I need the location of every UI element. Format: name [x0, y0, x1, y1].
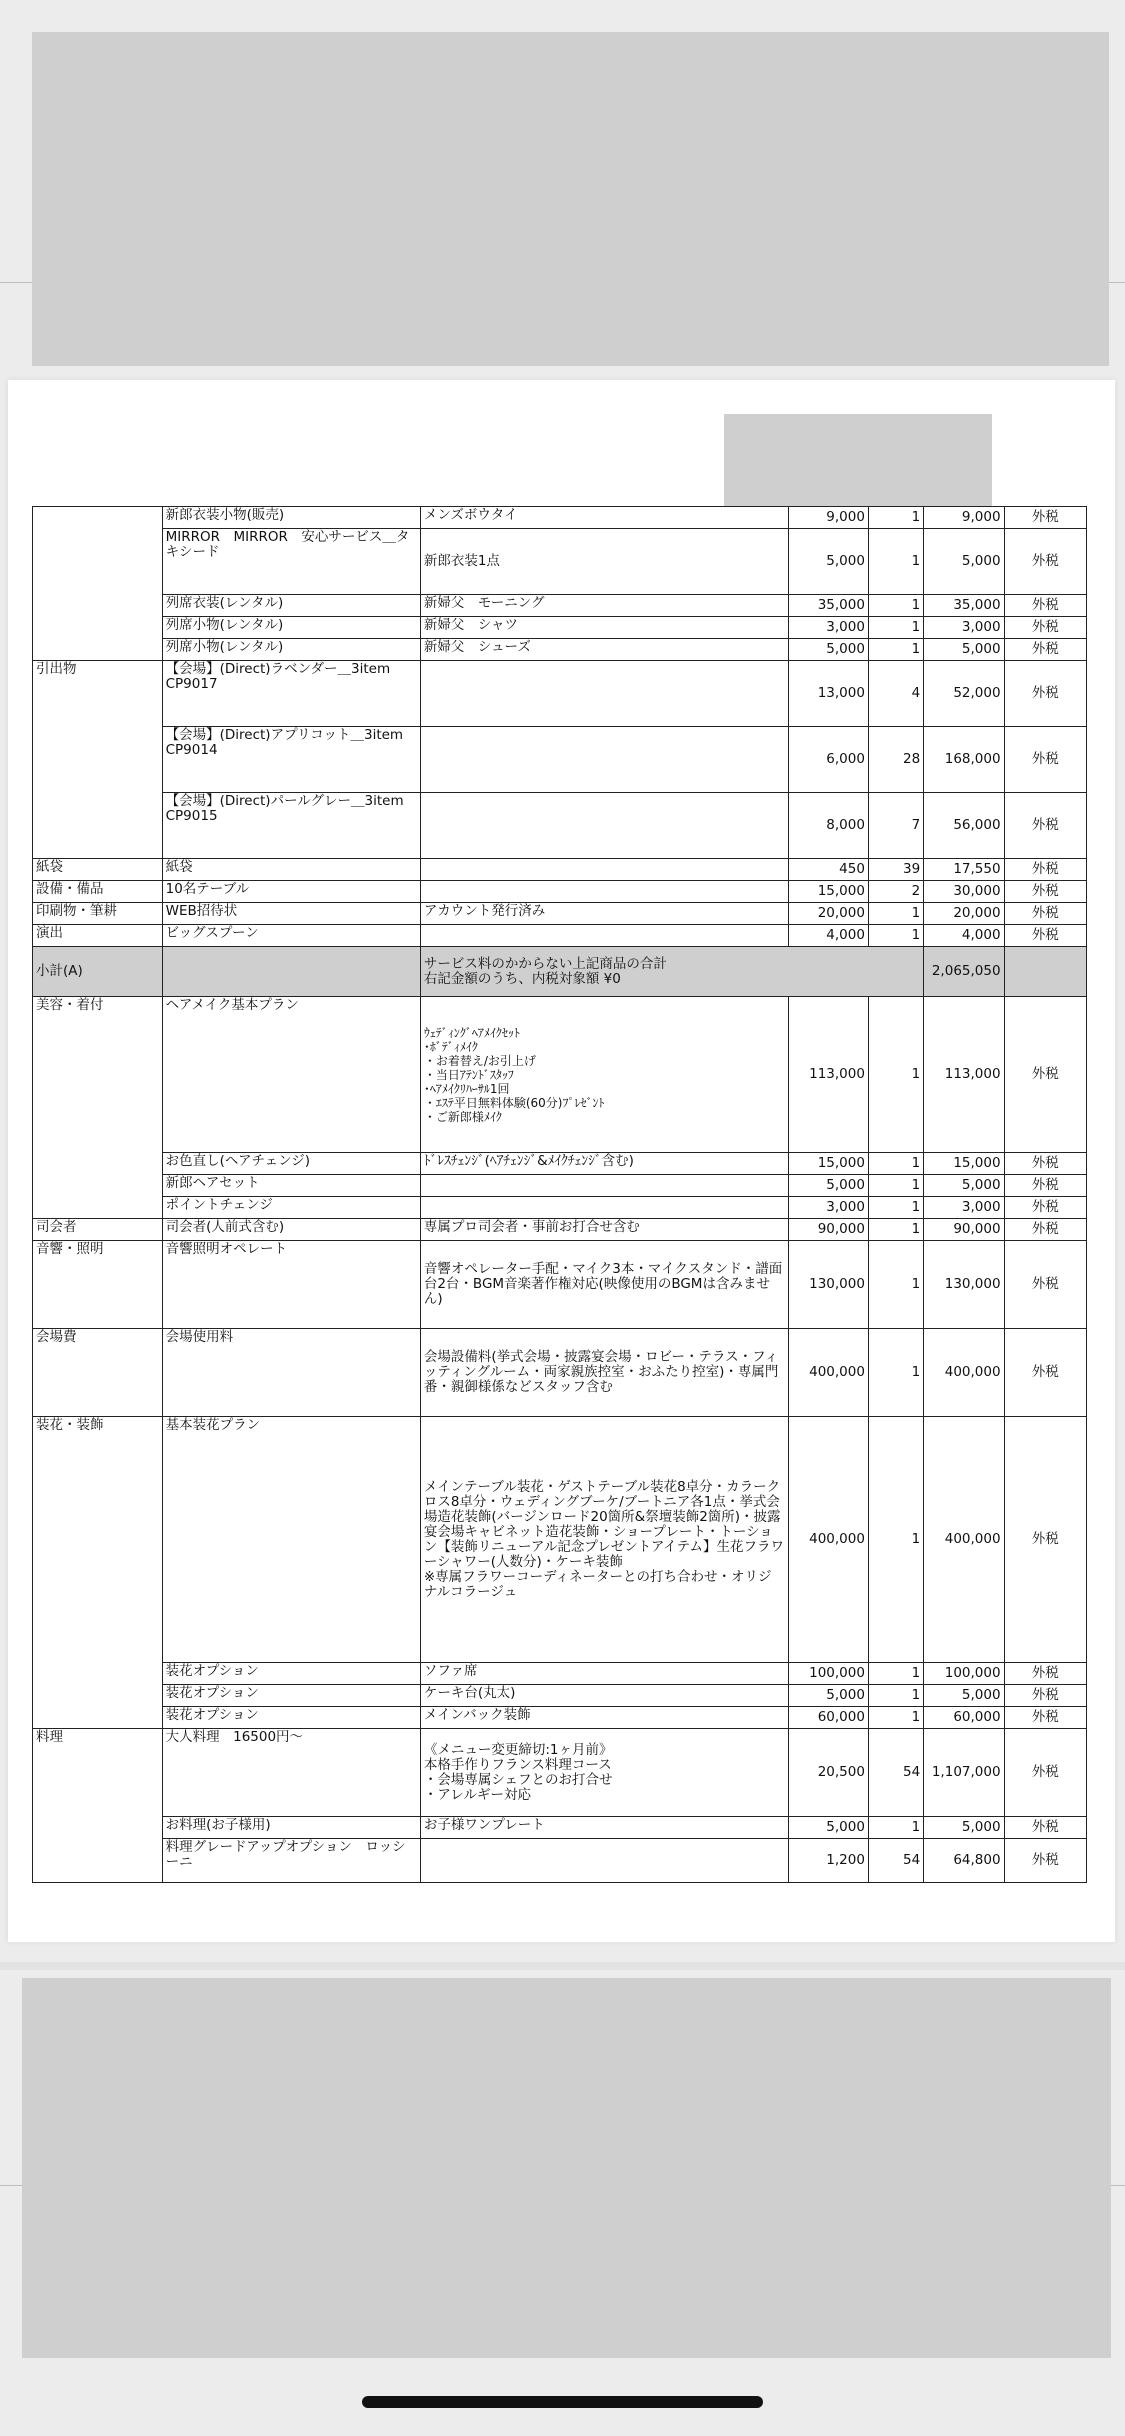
category-cell: [33, 617, 163, 639]
table-row: [33, 925, 1087, 947]
item-cell: ビッグスプーン: [162, 925, 420, 947]
quantity-cell: 1: [868, 997, 923, 1153]
table-row: [33, 1729, 1087, 1817]
amount-cell: 5,000: [924, 1817, 1004, 1839]
item-cell: WEB招待状: [162, 903, 420, 925]
amount-cell: 17,550: [924, 859, 1004, 881]
quantity-cell: 1: [868, 1663, 923, 1685]
item-cell: 司会者(人前式含む): [162, 1219, 420, 1241]
table-row: [33, 1685, 1087, 1707]
unit-price-cell: 1,200: [788, 1839, 868, 1883]
unit-price-cell: 5,000: [788, 639, 868, 661]
item-cell: 【会場】(Direct)パールグレー＿3item CP9015: [162, 793, 420, 859]
detail-cell: 新郎衣装1点: [420, 529, 788, 595]
quantity-cell: 7: [868, 793, 923, 859]
detail-cell: [420, 859, 788, 881]
amount-cell: 4,000: [924, 925, 1004, 947]
amount-cell: 5,000: [924, 1175, 1004, 1197]
unit-price-cell: 8,000: [788, 793, 868, 859]
redacted-region: [32, 32, 1109, 366]
detail-cell: ｳｪﾃﾞｨﾝｸﾞﾍｱﾒｲｸｾｯﾄ ･ﾎﾞﾃﾞｨﾒｲｸ ・お着替え/お引上げ ・当日ｱﾃﾝﾄﾞｽﾀｯﾌ ･ﾍｱﾒｲｸﾘﾊｰｻﾙ1回 ・ｴｽﾃ平日無料体験(60分)ﾌﾟﾚｾﾞﾝﾄ ・ご新郎様ﾒｲｸ: [420, 997, 788, 1153]
detail-cell: 新婦父 モーニング: [420, 595, 788, 617]
unit-price-cell: 3,000: [788, 1197, 868, 1219]
detail-cell: [420, 1197, 788, 1219]
tax-type-cell: 外税: [1004, 925, 1086, 947]
unit-price-cell: 400,000: [788, 1417, 868, 1663]
table-row: [33, 1707, 1087, 1729]
quantity-cell: 1: [868, 639, 923, 661]
category-cell: 音響・照明: [33, 1241, 163, 1329]
quantity-cell: 1: [868, 1817, 923, 1839]
category-cell: [33, 507, 163, 529]
item-cell: 音響照明オペレート: [162, 1241, 420, 1329]
category-cell: 司会者: [33, 1219, 163, 1241]
amount-cell: 400,000: [924, 1329, 1004, 1417]
detail-cell: 新婦父 シューズ: [420, 639, 788, 661]
detail-cell: [420, 727, 788, 793]
category-cell: [33, 1685, 163, 1707]
amount-cell: 64,800: [924, 1839, 1004, 1883]
subtotal-amount: 2,065,050: [924, 947, 1004, 997]
unit-price-cell: 60,000: [788, 1707, 868, 1729]
detail-cell: メンズボウタイ: [420, 507, 788, 529]
amount-cell: 113,000: [924, 997, 1004, 1153]
quantity-cell: 1: [868, 507, 923, 529]
tax-type-cell: 外税: [1004, 727, 1086, 793]
detail-cell: [420, 881, 788, 903]
table-row: [33, 1241, 1087, 1329]
unit-price-cell: 35,000: [788, 595, 868, 617]
amount-cell: 130,000: [924, 1241, 1004, 1329]
quantity-cell: 2: [868, 881, 923, 903]
amount-cell: 35,000: [924, 595, 1004, 617]
category-cell: 美容・着付: [33, 997, 163, 1153]
quantity-cell: 1: [868, 925, 923, 947]
tax-type-cell: 外税: [1004, 1685, 1086, 1707]
amount-cell: 56,000: [924, 793, 1004, 859]
table-row: [33, 1817, 1087, 1839]
unit-price-cell: 15,000: [788, 1153, 868, 1175]
quantity-cell: 1: [868, 1219, 923, 1241]
detail-cell: [420, 1175, 788, 1197]
unit-price-cell: 5,000: [788, 1817, 868, 1839]
unit-price-cell: 3,000: [788, 617, 868, 639]
item-cell: 紙袋: [162, 859, 420, 881]
tax-type-cell: 外税: [1004, 529, 1086, 595]
item-cell: 基本装花プラン: [162, 1417, 420, 1663]
table-row: [33, 639, 1087, 661]
quantity-cell: 1: [868, 1153, 923, 1175]
amount-cell: 3,000: [924, 617, 1004, 639]
quantity-cell: 1: [868, 1707, 923, 1729]
detail-cell: 会場設備料(挙式会場・披露宴会場・ロビー・テラス・フィッティングルーム・両家親族控室・おふたり控室)・専属門番・親御様係などスタッフ含む: [420, 1329, 788, 1417]
unit-price-cell: 400,000: [788, 1329, 868, 1417]
detail-cell: 新婦父 シャツ: [420, 617, 788, 639]
table-row: [33, 727, 1087, 793]
quantity-cell: 39: [868, 859, 923, 881]
tax-type-cell: 外税: [1004, 507, 1086, 529]
tax-type-cell: 外税: [1004, 793, 1086, 859]
table-row: [33, 661, 1087, 727]
page-gap: [0, 1962, 1125, 1970]
tax-type-cell: 外税: [1004, 617, 1086, 639]
unit-price-cell: 15,000: [788, 881, 868, 903]
detail-cell: [420, 661, 788, 727]
amount-cell: 400,000: [924, 1417, 1004, 1663]
subtotal-spacer: [162, 947, 420, 997]
redacted-region: [22, 1978, 1111, 2358]
unit-price-cell: 6,000: [788, 727, 868, 793]
unit-price-cell: 13,000: [788, 661, 868, 727]
subtotal-spacer: [1004, 947, 1086, 997]
quantity-cell: 1: [868, 1241, 923, 1329]
table-row: [33, 793, 1087, 859]
quantity-cell: 1: [868, 1197, 923, 1219]
detail-cell: ケーキ台(丸太): [420, 1685, 788, 1707]
quantity-cell: 1: [868, 1685, 923, 1707]
table-row: [33, 859, 1087, 881]
item-cell: 大人料理 16500円～: [162, 1729, 420, 1817]
item-cell: 装花オプション: [162, 1663, 420, 1685]
item-cell: 会場使用料: [162, 1329, 420, 1417]
category-cell: [33, 595, 163, 617]
amount-cell: 15,000: [924, 1153, 1004, 1175]
quantity-cell: 54: [868, 1839, 923, 1883]
table-row: [33, 1175, 1087, 1197]
subtotal-row: [33, 947, 1087, 997]
category-cell: 料理: [33, 1729, 163, 1817]
amount-cell: 1,107,000: [924, 1729, 1004, 1817]
category-cell: [33, 1707, 163, 1729]
tax-type-cell: 外税: [1004, 859, 1086, 881]
amount-cell: 5,000: [924, 639, 1004, 661]
tax-type-cell: 外税: [1004, 1219, 1086, 1241]
tax-type-cell: 外税: [1004, 997, 1086, 1153]
subtotal-label: 小計(A): [33, 947, 163, 997]
category-cell: [33, 1663, 163, 1685]
category-cell: [33, 1153, 163, 1175]
detail-cell: 《メニュー変更締切:1ヶ月前》 本格手作りフランス料理コース ・会場専属シェフとのお打合せ ・アレルギー対応: [420, 1729, 788, 1817]
tax-type-cell: 外税: [1004, 1197, 1086, 1219]
item-cell: MIRROR MIRROR 安心サービス＿タキシード: [162, 529, 420, 595]
amount-cell: 60,000: [924, 1707, 1004, 1729]
unit-price-cell: 5,000: [788, 1175, 868, 1197]
quantity-cell: 1: [868, 1417, 923, 1663]
quantity-cell: 28: [868, 727, 923, 793]
category-cell: [33, 1197, 163, 1219]
category-cell: [33, 529, 163, 595]
table-row: [33, 529, 1087, 595]
quantity-cell: 1: [868, 529, 923, 595]
item-cell: 【会場】(Direct)ラベンダー＿3item CP9017: [162, 661, 420, 727]
tax-type-cell: 外税: [1004, 1417, 1086, 1663]
unit-price-cell: 4,000: [788, 925, 868, 947]
detail-cell: [420, 925, 788, 947]
tax-type-cell: 外税: [1004, 639, 1086, 661]
detail-cell: アカウント発行済み: [420, 903, 788, 925]
amount-cell: 5,000: [924, 1685, 1004, 1707]
home-indicator[interactable]: [362, 2396, 763, 2408]
item-cell: 10名テーブル: [162, 881, 420, 903]
amount-cell: 52,000: [924, 661, 1004, 727]
detail-cell: お子様ワンプレート: [420, 1817, 788, 1839]
item-cell: 新郎衣装小物(販売): [162, 507, 420, 529]
tax-type-cell: 外税: [1004, 1175, 1086, 1197]
item-cell: 料理グレードアップオプション ロッシーニ: [162, 1839, 420, 1883]
item-cell: ヘアメイク基本プラン: [162, 997, 420, 1153]
quantity-cell: 1: [868, 1175, 923, 1197]
category-cell: 装花・装飾: [33, 1417, 163, 1663]
item-cell: お料理(お子様用): [162, 1817, 420, 1839]
unit-price-cell: 90,000: [788, 1219, 868, 1241]
unit-price-cell: 5,000: [788, 529, 868, 595]
table-row: [33, 1153, 1087, 1175]
tax-type-cell: 外税: [1004, 1839, 1086, 1883]
table-row: [33, 1663, 1087, 1685]
amount-cell: 3,000: [924, 1197, 1004, 1219]
amount-cell: 9,000: [924, 507, 1004, 529]
unit-price-cell: 113,000: [788, 997, 868, 1153]
tax-type-cell: 外税: [1004, 1817, 1086, 1839]
quantity-cell: 1: [868, 903, 923, 925]
item-cell: ポイントチェンジ: [162, 1197, 420, 1219]
table-row: [33, 1839, 1087, 1883]
table-row: [33, 595, 1087, 617]
item-cell: 列席小物(レンタル): [162, 639, 420, 661]
estimate-table: [32, 506, 1087, 1883]
category-cell: [33, 1817, 163, 1839]
table-row: [33, 881, 1087, 903]
table-row: [33, 1329, 1087, 1417]
category-cell: 演出: [33, 925, 163, 947]
category-cell: 紙袋: [33, 859, 163, 881]
unit-price-cell: 20,000: [788, 903, 868, 925]
table-row: [33, 1197, 1087, 1219]
tax-type-cell: 外税: [1004, 881, 1086, 903]
amount-cell: 90,000: [924, 1219, 1004, 1241]
unit-price-cell: 100,000: [788, 1663, 868, 1685]
tax-type-cell: 外税: [1004, 1329, 1086, 1417]
amount-cell: 5,000: [924, 529, 1004, 595]
tax-type-cell: 外税: [1004, 1729, 1086, 1817]
detail-cell: 専属プロ司会者・事前お打合せ含む: [420, 1219, 788, 1241]
amount-cell: 30,000: [924, 881, 1004, 903]
unit-price-cell: 9,000: [788, 507, 868, 529]
item-cell: 【会場】(Direct)アプリコット＿3item CP9014: [162, 727, 420, 793]
amount-cell: 100,000: [924, 1663, 1004, 1685]
item-cell: 新郎ヘアセット: [162, 1175, 420, 1197]
item-cell: 列席小物(レンタル): [162, 617, 420, 639]
category-cell: 引出物: [33, 661, 163, 727]
detail-cell: [420, 793, 788, 859]
table-row: [33, 1417, 1087, 1663]
table-row: [33, 617, 1087, 639]
item-cell: 装花オプション: [162, 1685, 420, 1707]
table-row: [33, 507, 1087, 529]
category-cell: 印刷物・筆耕: [33, 903, 163, 925]
unit-price-cell: 450: [788, 859, 868, 881]
category-cell: [33, 639, 163, 661]
quantity-cell: 1: [868, 595, 923, 617]
tax-type-cell: 外税: [1004, 661, 1086, 727]
detail-cell: ﾄﾞﾚｽﾁｪﾝｼﾞ(ﾍｱﾁｪﾝｼﾞ&ﾒｲｸﾁｪﾝｼﾞ含む): [420, 1153, 788, 1175]
tax-type-cell: 外税: [1004, 1241, 1086, 1329]
detail-cell: メインテーブル装花・ゲストテーブル装花8卓分・カラークロス8卓分・ウェディングブーケ/ブートニア各1点・挙式会場造花装飾(バージンロード20箇所&祭壇装飾2箇所)・披露宴会場キャビネット造花装飾・ショープレート・トーション【装飾リニューアル記念プレゼントアイテム】生花フラワーシャワー(人数分)・ケーキ装飾 ※専属フラワーコーディネーターとの打ち合わせ・オリジナルコラージュ: [420, 1417, 788, 1663]
tax-type-cell: 外税: [1004, 1153, 1086, 1175]
tax-type-cell: 外税: [1004, 1663, 1086, 1685]
category-cell: 設備・備品: [33, 881, 163, 903]
redacted-region: [724, 414, 992, 506]
detail-cell: ソファ席: [420, 1663, 788, 1685]
category-cell: [33, 1839, 163, 1883]
unit-price-cell: 5,000: [788, 1685, 868, 1707]
detail-cell: [420, 1839, 788, 1883]
tax-type-cell: 外税: [1004, 595, 1086, 617]
tax-type-cell: 外税: [1004, 903, 1086, 925]
item-cell: お色直し(ヘアチェンジ): [162, 1153, 420, 1175]
subtotal-notes: [420, 947, 923, 997]
quantity-cell: 54: [868, 1729, 923, 1817]
quantity-cell: 1: [868, 617, 923, 639]
category-cell: 会場費: [33, 1329, 163, 1417]
category-cell: [33, 793, 163, 859]
item-cell: 装花オプション: [162, 1707, 420, 1729]
table-row: [33, 903, 1087, 925]
table-row: [33, 997, 1087, 1153]
item-cell: 列席衣装(レンタル): [162, 595, 420, 617]
quantity-cell: 1: [868, 1329, 923, 1417]
detail-cell: メインバック装飾: [420, 1707, 788, 1729]
detail-cell: 音響オペレーター手配・マイク3本・マイクスタンド・譜面台2台・BGM音楽著作権対応(映像使用のBGMは含みません): [420, 1241, 788, 1329]
category-cell: [33, 727, 163, 793]
unit-price-cell: 130,000: [788, 1241, 868, 1329]
unit-price-cell: 20,500: [788, 1729, 868, 1817]
amount-cell: 20,000: [924, 903, 1004, 925]
category-cell: [33, 1175, 163, 1197]
tax-type-cell: 外税: [1004, 1707, 1086, 1729]
subtotal-note: 右記金額のうち、内税対象額 ¥0: [423, 970, 621, 987]
table-row: [33, 1219, 1087, 1241]
quantity-cell: 4: [868, 661, 923, 727]
subtotal-note: サービス料のかからない上記商品の合計: [423, 955, 667, 972]
amount-cell: 168,000: [924, 727, 1004, 793]
